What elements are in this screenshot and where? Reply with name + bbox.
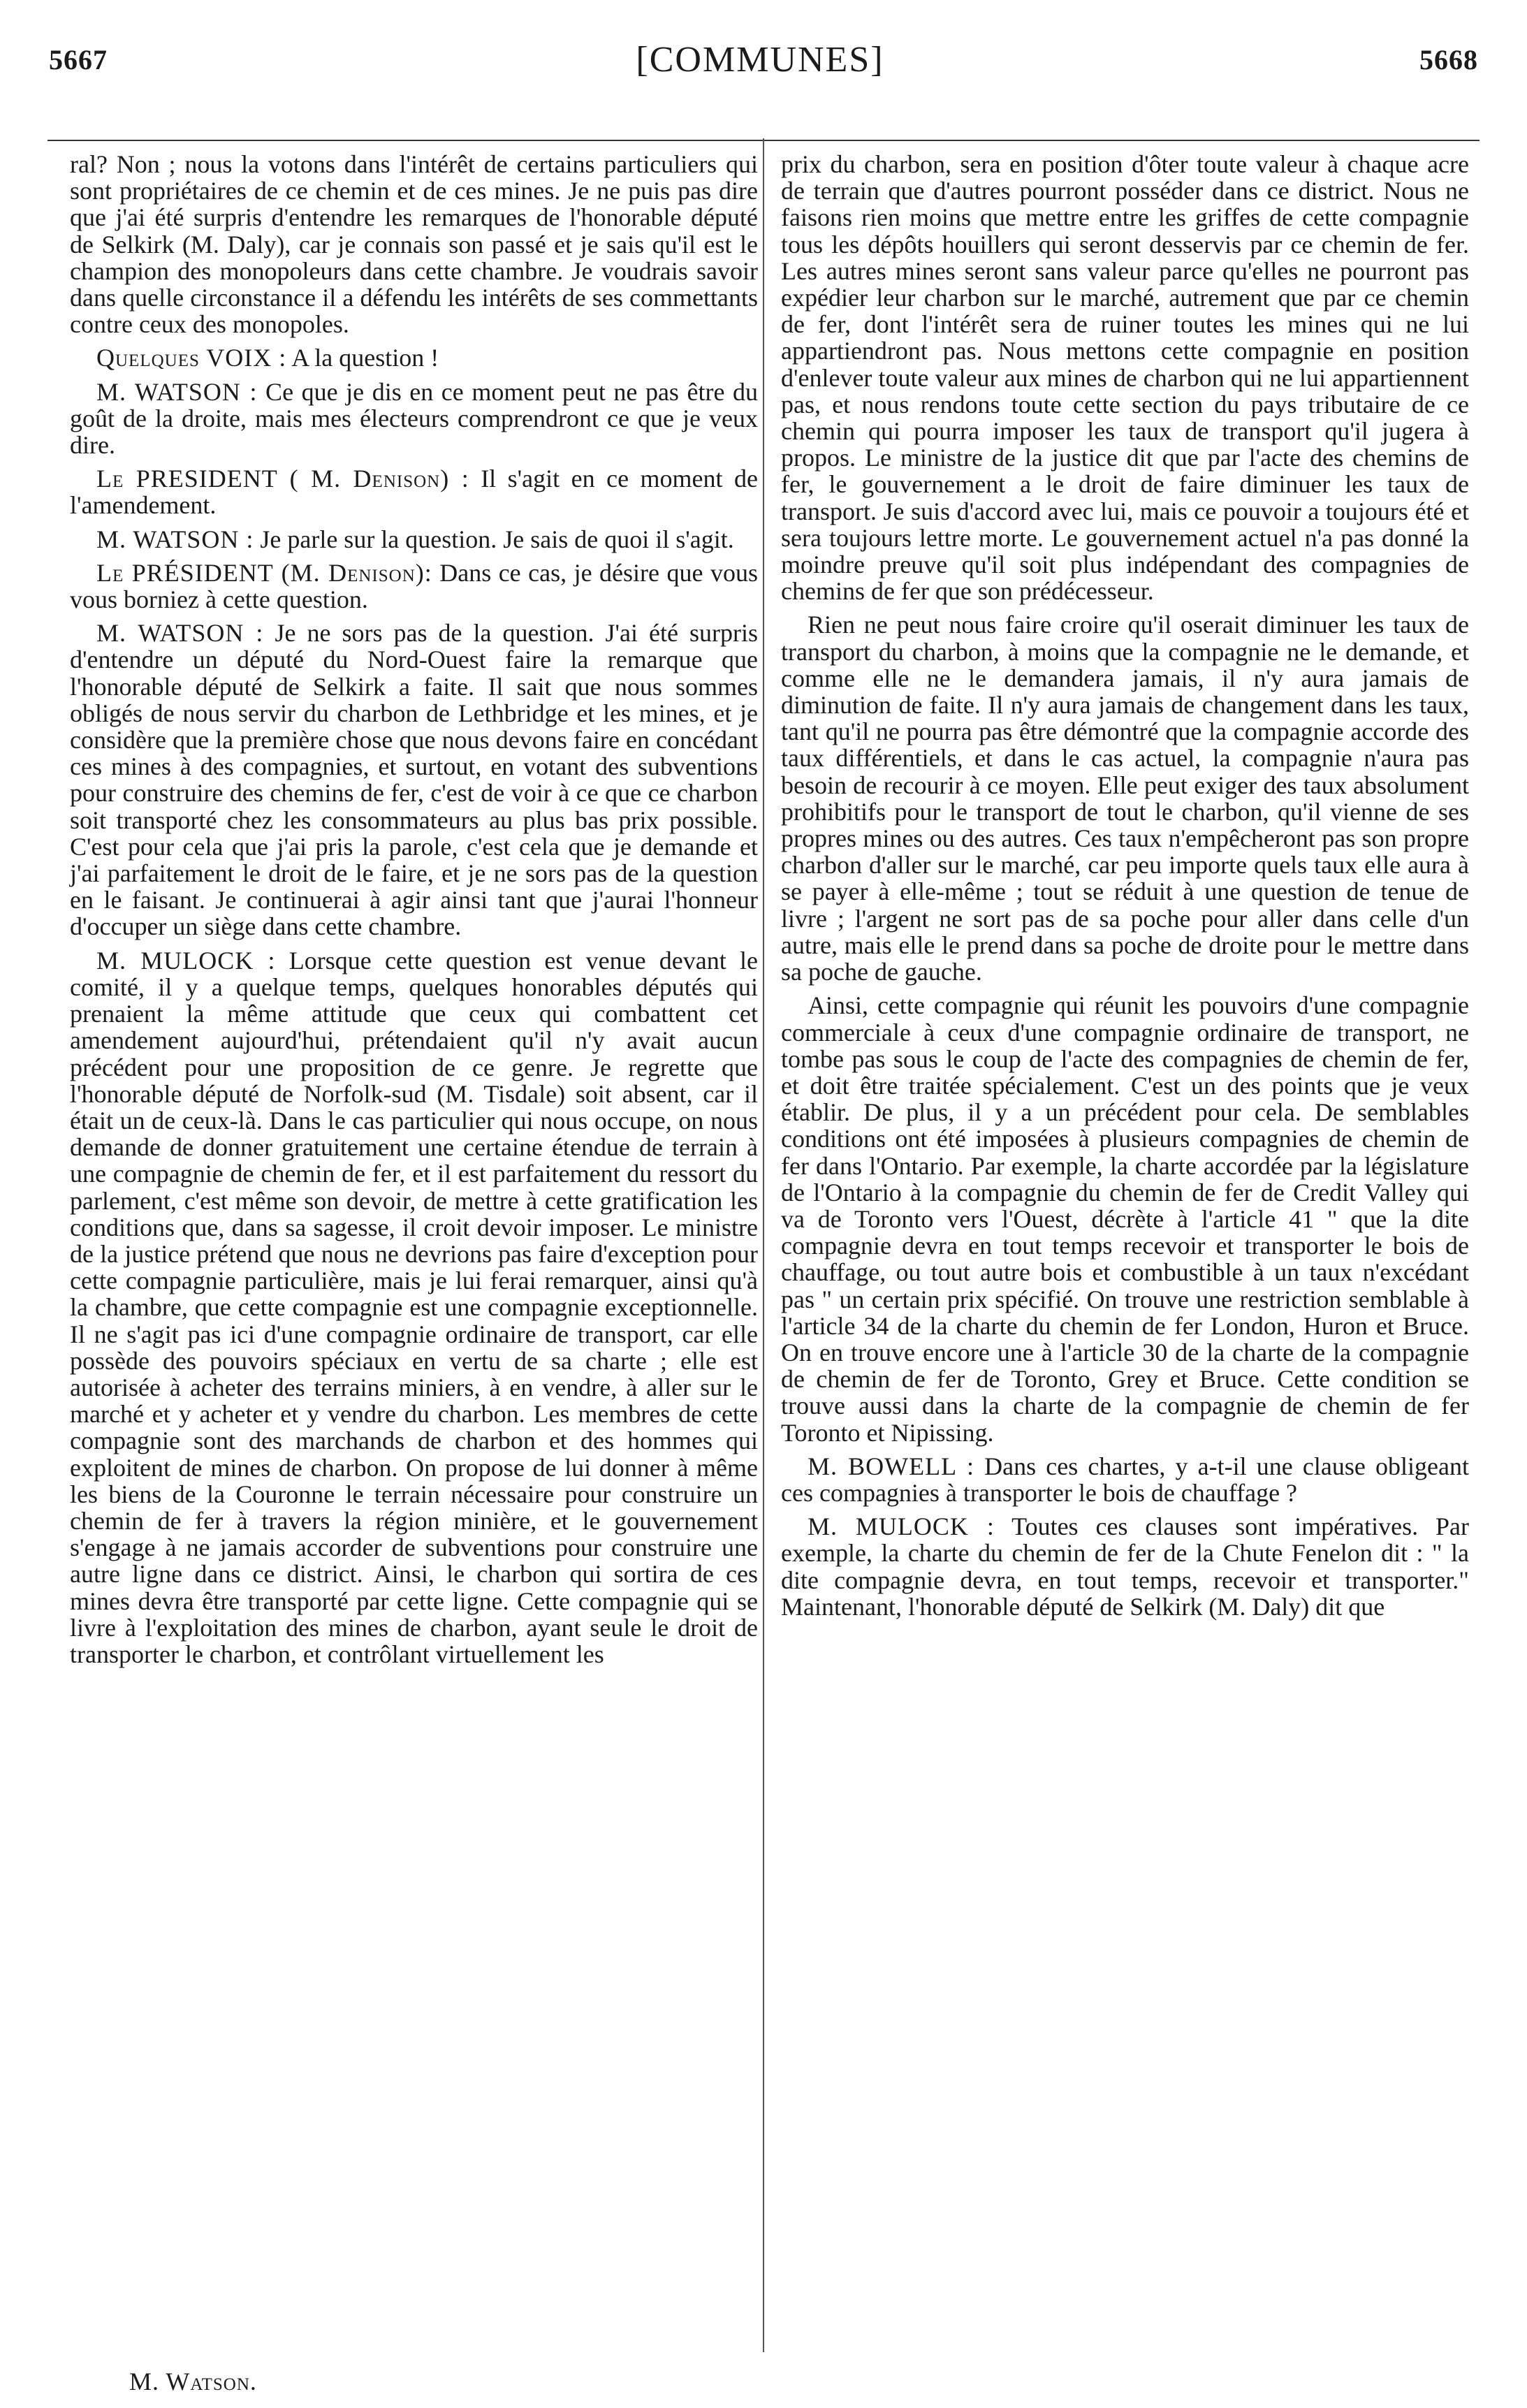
paragraph: ral? Non ; nous la votons dans l'intérêt de certains particuliers qui sont propriétaires de ce chemin et de ces mines. Je ne puis pas dire que j'ai été surpris d'entendre les remarques de l'honorable député de Selkirk (M. Daly), car je connais son passé et je sais qu'il est le champion des monopoleurs dans cette chambre. Je voudrais savoir dans quelle circonstance il a défendu les intérêts de ses commettants contre ceux des monopoles. [70,150,758,339]
paragraph: M. WATSON : Je ne sors pas de la question. J'ai été surpris d'entendre un député du Nord-Ouest faire la remarque que l'honorable député de Selkirk a faite. Il sait que nous sommes obligés de nous servir du charbon de Lethbridge et les mines, et je considère que la première chose que nous devons faire en concédant ces mines à des compagnies, et surtout, en votant des subventions pour construire des chemins de fer, c'est de voir à ce que ce charbon soit transporté chez les consommateurs au plus bas prix possible. C'est pour cela que j'ai pris la parole, c'est cela que je demande et j'ai parfaitement le droit de le faire, et je ne sors pas de la question en le faisant. Je continuerai à agir ainsi tant que j'aurai l'honneur d'occuper un siège dans cette chambre. [70,619,758,941]
speaker-name: Le PRÉSIDENT (M. Denison): [96,558,432,587]
speaker-name: M. MULOCK : [808,1512,995,1541]
speaker-name: M. BOWELL : [808,1452,974,1480]
paragraph: Le PRÉSIDENT (M. Denison): Dans ce cas, je désire que vous vous borniez à cette question. [70,558,758,614]
speaker-name: M. WATSON : [96,377,258,406]
right-column [781,151,1469,1627]
speaker-name: M. WATSON : [96,525,254,553]
paragraph: Le PRESIDENT ( M. Denison) : Il s'agit en ce moment de l'amendement. [70,465,758,520]
right-page-number: 5668 [1419,44,1478,75]
left-page-number: 5667 [49,44,108,75]
column-divider [763,138,764,2352]
paragraph: Ainsi, cette compagnie qui réunit les pouvoirs d'une compagnie commerciale à ceux d'une compagnie ordinaire de transport, ne tombe pas sous le coup de l'acte des compagnies de chemin de fer, et doit être traitée spécialement. C'est un des points que je veux établir. De plus, il y a un précédent pour cela. De semblables conditions ont été imposées à plusieurs compagnies de chemin de fer dans l'Ontario. Par exemple, la charte accordée par la législature de l'Ontario à la compagnie du chemin de fer de Credit Valley qui va de Toronto vers l'Ouest, décrète à l'article 41 " que la dite compagnie devra en tout temps recevoir et transporter le bois de chauffage, ou tout autre bois et combustible à un taux n'excédant pas " un certain prix spécifié. On trouve une restriction semblable à l'article 34 de la charte du chemin de fer London, Huron et Bruce. On en trouve encore une à l'article 30 de la charte de la compagnie de chemin de fer de Toronto, Grey et Bruce. Cette condition se trouve aussi dans la charte de la compagnie de chemin de fer Toronto et Nipissing. [781,991,1469,1447]
running-title: [COMMUNES] [636,40,884,80]
paragraph: Rien ne peut nous faire croire qu'il oserait diminuer les taux de transport du charbon, à moins que la compagnie ne le demande, et comme elle ne le demandera jamais, il n'y aura jamais de diminution de faite. Il n'y aura jamais de changement dans les taux, tant qu'il ne pourra pas être démontré que la compagnie accorde des taux différentiels, et dans le cas actuel, la compagnie n'aura pas besoin de recourir à ce moyen. Elle peut exiger des taux absolument prohibitifs pour le transport de tout le charbon, qu'il vienne de ses propres mines ou des autres. Ces taux n'empêcheront pas son propre charbon d'aller sur le marché, car peu importe quels taux elle aura à se payer à elle-même ; tout se réduit à une question de tenue de livre ; l'argent ne sort pas de sa poche pour aller dans celle d'un autre, mais elle le prend dans sa poche de droite pour le mettre dans sa poche de gauche. [781,611,1469,986]
footer-speaker-signature: M. Watson. [129,2367,257,2395]
speaker-name: M. WATSON : [96,619,264,648]
paragraph: Quelques VOIX : A la question ! [96,344,439,372]
page-header [42,40,1478,85]
speaker-name: Le PRESIDENT ( M. Denison) : [96,465,469,493]
paragraph: M. WATSON : Je parle sur la question. Je sais de quoi il s'agit. [96,525,734,553]
speaker-name: Quelques VOIX : [96,344,287,372]
paragraph: M. WATSON : Ce que je dis en ce moment peut ne pas être du goût de la droite, mais mes électeurs comprendront ce que je veux dire. [70,377,758,460]
paragraph: M. MULOCK : Lorsque cette question est venue devant le comité, il y a quelque temps, quelques honorables députés qui prenaient la même attitude que ceux qui combattent cet amendement aujourd'hui, prétendaient qu'il n'y avait aucun précédent pour une proposition de ce genre. Je regrette que l'honorable député de Norfolk-sud (M. Tisdale) soit absent, car il était un de ceux-là. Dans le cas particulier qui nous occupe, on nous demande de donner gratuitement une certaine étendue de terrain à une compagnie de chemin de fer, et il est parfaitement du ressort du parlement, c'est même son devoir, de mettre à cette gratification les conditions que, dans sa sagesse, il croit devoir imposer. Le ministre de la justice prétend que nous ne devrions pas faire d'exception pour cette compagnie particulière, mais je lui ferai remarquer, ainsi qu'à la chambre, que cette compagnie est une compagnie exceptionnelle. Il ne s'agit pas ici d'une compagnie ordinaire de transport, car elle possède des pouvoirs spéciaux en vertu de sa charte ; elle est autorisée à acheter des terrains miniers, à en vendre, à aller sur le marché et y acheter et y vendre du charbon. Les membres de cette compagnie sont des marchands de charbon et des hommes qui exploitent de mines de charbon. On propose de lui donner à même les biens de la Couronne le terrain nécessaire pour construire un chemin de fer à travers la région minière, et le gouvernement s'engage à ne jamais accorder de subventions pour construire une autre ligne dans ce district. Ainsi, le charbon qui sortira de ces mines devra être transporté par cette ligne. Cette compagnie qui se livre à l'exploitation des mines de charbon, ayant seule le droit de transporter le charbon, et contrôlant virtuellement les [70,946,758,1668]
left-column [70,151,758,1674]
speaker-name: M. MULOCK : [96,946,276,975]
paragraph: M. MULOCK : Toutes ces clauses sont impératives. Par exemple, la charte du chemin de fer de la Chute Fenelon dit : " la dite compagnie devra, en tout temps, recevoir et transporter." Maintenant, l'honorable député de Selkirk (M. Daly) dit que [781,1512,1469,1621]
paragraph: prix du charbon, sera en position d'ôter toute valeur à chaque acre de terrain que d'autres pourront posséder dans ce district. Nous ne faisons rien moins que mettre entre les griffes de cette compagnie tous les dépôts houillers qui seront desservis par ce chemin de fer. Les autres mines seront sans valeur parce qu'elles ne pourront pas expédier leur charbon sur le marché, autrement que par ce chemin de fer, dont l'intérêt sera de ruiner toutes les mines qui ne lui appartiendront pas. Nous mettons cette compagnie en position d'enlever toute valeur aux mines de charbon qui ne lui appartiennent pas, et nous rendons toute cette section du pays tributaire de ce chemin qui pourra imposer les taux de transport qu'il jugera à propos. Le ministre de la justice dit que par l'acte des chemins de fer, le gouvernement a le droit de faire diminuer les taux de transport. Je suis d'accord avec lui, mais ce pouvoir a toujours été et sera toujours lettre morte. Le gouvernement actuel n'a pas donné la moindre preuve qu'il soit plus indépendant des compagnies de chemins de fer que son prédécesseur. [781,150,1469,606]
paragraph: M. BOWELL : Dans ces chartes, y a-t-il une clause obligeant ces compagnies à transporter le bois de chauffage ? [781,1452,1469,1507]
